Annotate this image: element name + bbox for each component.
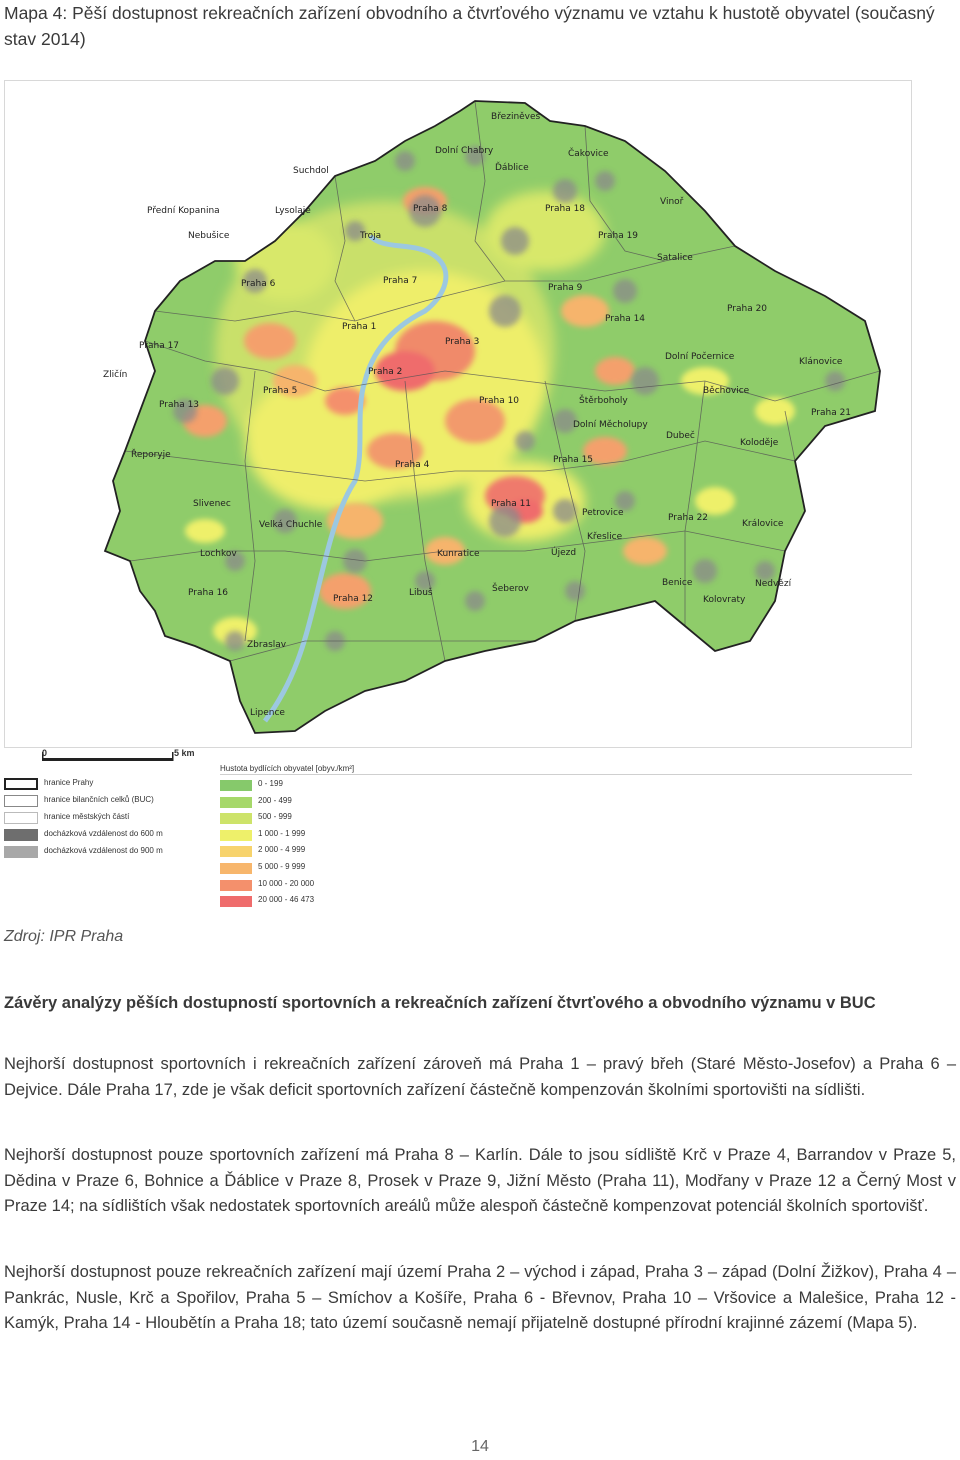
legend-label: hranice městských částí: [44, 812, 130, 821]
map-label: Březiněves: [491, 112, 541, 122]
map-label: Křeslice: [587, 532, 623, 542]
legend-swatch: [220, 830, 252, 841]
map-label: Ďáblice: [495, 163, 529, 173]
map-label: Suchdol: [293, 166, 329, 176]
map-label: Praha 19: [598, 231, 639, 241]
legend-item: [220, 778, 420, 795]
legend-swatch: [4, 795, 38, 807]
legend-label: 1 000 - 1 999: [258, 828, 306, 838]
map-label: Štěrboholy: [579, 396, 628, 406]
map-label: Praha 16: [188, 588, 229, 598]
legend-swatch: [220, 863, 252, 874]
legend-label: 500 - 999: [258, 812, 292, 822]
map-label: Lochkov: [200, 549, 237, 559]
map-label: Satalice: [657, 253, 693, 263]
map-label: Vinoř: [660, 197, 684, 207]
map-label: Praha 3: [445, 337, 480, 347]
map-label: Praha 4: [395, 460, 430, 470]
map-label: Libuš: [409, 588, 433, 598]
map-label: Nebušice: [188, 231, 230, 241]
map-label: Praha 13: [159, 400, 200, 410]
map-label: Praha 15: [553, 455, 594, 465]
paragraph: Nejhorší dostupnost pouze rekreačních zařízení mají území Praha 2 – východ i západ, Praha 3 – západ (Dolní Žižkov), Praha 4 – Pankrác, Nusle, Krč a Spořilov, Praha 5 – Smíchov a Košíře, Praha 6 - Břevnov, Praha 10 – Vršovice a Malešice, Praha 12 - Kamýk, Praha 14 - Hloubětín a Praha 18; tato území současně nemají přijatelně dostupné přírodní krajinné zázemí (Mapa 5).: [4, 1263, 956, 1333]
map-label: Praha 6: [241, 279, 276, 289]
map-label: Praha 9: [548, 283, 583, 293]
paragraph: Nejhorší dostupnost pouze sportovních zařízení má Praha 8 – Karlín. Dále to jsou sídliště Krč v Praze 4, Barrandov v Praze 5, Dědina v Praze 6, Bohnice a Ďáblice v Praze 8, Prosek v Praze 9, Jižní Město (Praha 11), Modřany v Praze 12 a Černý Most v Praze 14; na sídlištích však nedostatek sportovních areálů může alespoň částečně kompenzovat potenciál školních sportovišť.: [4, 1146, 956, 1216]
map-label: Zbraslav: [247, 640, 287, 650]
legend-item: [220, 828, 420, 845]
legend-item: [4, 810, 194, 827]
map-label: Praha 14: [605, 314, 646, 324]
legend-swatch: [4, 829, 38, 841]
legend-item: [4, 776, 194, 793]
map-label: Praha 2: [368, 367, 403, 377]
map-label: Přední Kopanina: [147, 206, 220, 216]
legend-item: [220, 811, 420, 828]
legend-item: [4, 793, 194, 810]
legend-item: [220, 894, 420, 911]
legend-swatch: [220, 896, 252, 907]
scale-zero-label: 0: [42, 748, 48, 758]
map-label: Zličín: [103, 370, 128, 380]
map-label: Újezd: [551, 548, 577, 558]
map-label: Klánovice: [799, 357, 843, 367]
legend-label: docházková vzdálenost do 600 m: [44, 829, 163, 838]
scale-5km-label: 5 km: [174, 748, 195, 758]
map-label: Běchovice: [703, 386, 750, 396]
map-label: Praha 10: [479, 396, 520, 406]
map-title: Mapa 4: Pěší dostupnost rekreačních zařízení obvodního a čtvrťového významu ve vztahu k hustotě obyvatel (současný stav 2014): [4, 3, 935, 49]
legend-label: 5 000 - 9 999: [258, 861, 306, 871]
map-label: Praha 8: [413, 204, 448, 214]
legend-item: [220, 844, 420, 861]
map-label: Praha 21: [811, 408, 852, 418]
legend-swatch: [220, 780, 252, 791]
map-label: Kolovraty: [703, 595, 746, 605]
map-label: Řeporyje: [131, 450, 171, 460]
legend-item: [4, 827, 194, 844]
map-label: Troja: [360, 231, 382, 241]
legend-label: 20 000 - 46 473: [258, 895, 315, 905]
legend-item: [220, 861, 420, 878]
map-label: Benice: [662, 578, 693, 588]
legend-label: 2 000 - 4 999: [258, 845, 306, 855]
map-label: Šeberov: [492, 584, 529, 594]
map-label: Praha 11: [491, 499, 532, 509]
legend-label: 10 000 - 20 000: [258, 878, 315, 888]
legend-item: [4, 844, 194, 861]
prague-map: [5, 81, 912, 748]
legend-swatch: [4, 778, 38, 790]
legend-density-title: Hustota bydlících obyvatel [obyv./km²]: [220, 764, 355, 773]
map-label: Praha 20: [727, 304, 768, 314]
map-label: Koloděje: [740, 438, 779, 448]
legend-swatch: [220, 813, 252, 824]
map-label: Čakovice: [568, 149, 609, 159]
map-label: Petrovice: [582, 508, 624, 518]
map-label: Praha 1: [342, 322, 377, 332]
legend-swatch: [220, 797, 252, 808]
source-note: Zdroj: IPR Praha: [4, 928, 124, 945]
map-label: Praha 18: [545, 204, 586, 214]
map-label: Lysolaje: [275, 206, 311, 216]
map-label: Lipence: [250, 708, 285, 718]
map-label: Praha 7: [383, 276, 418, 286]
map-label: Dubeč: [666, 431, 695, 441]
map-label: Dolní Chabry: [435, 146, 494, 156]
legend-density: [220, 760, 420, 911]
map-label: Praha 12: [333, 594, 374, 604]
map-label: Kunratice: [437, 549, 480, 559]
legend-label: docházková vzdálenost do 900 m: [44, 846, 163, 855]
legend-lines: [4, 776, 194, 861]
legend-swatch: [4, 846, 38, 858]
map-label: Praha 22: [668, 513, 709, 523]
map-label: Královice: [742, 519, 784, 529]
map-label: Praha 5: [263, 386, 298, 396]
legend-swatch: [220, 880, 252, 891]
legend-swatch: [220, 846, 252, 857]
legend-label: 200 - 499: [258, 795, 292, 805]
map-figure: [4, 80, 912, 748]
paragraph: Nejhorší dostupnost sportovních i rekreačních zařízení zároveň má Praha 1 – pravý břeh (Staré Město-Josefov) a Praha 6 – Dejvice. Dále Praha 17, zde je však deficit sportovních zařízení částečně kompenzován školními sportovišti na sídlišti.: [4, 1055, 956, 1099]
map-label: Slivenec: [193, 499, 231, 509]
legend-label: 0 - 199: [258, 779, 283, 788]
map-label: Praha 17: [139, 341, 180, 351]
legend-label: hranice Prahy: [44, 778, 94, 787]
legend-label: hranice bilančních celků (BUC): [44, 795, 154, 804]
section-heading: Závěry analýzy pěších dostupností sportovních a rekreačních zařízení čtvrťového a obvodního významu v BUC: [4, 994, 876, 1012]
page-number: 14: [471, 1438, 489, 1455]
legend-item: [220, 878, 420, 895]
map-label: Dolní Měcholupy: [573, 420, 648, 430]
map-label: Velká Chuchle: [259, 520, 323, 530]
legend-swatch: [4, 812, 38, 824]
legend-item: [220, 795, 420, 812]
map-label: Nedvězí: [755, 579, 792, 589]
map-label: Dolní Počernice: [665, 352, 735, 362]
